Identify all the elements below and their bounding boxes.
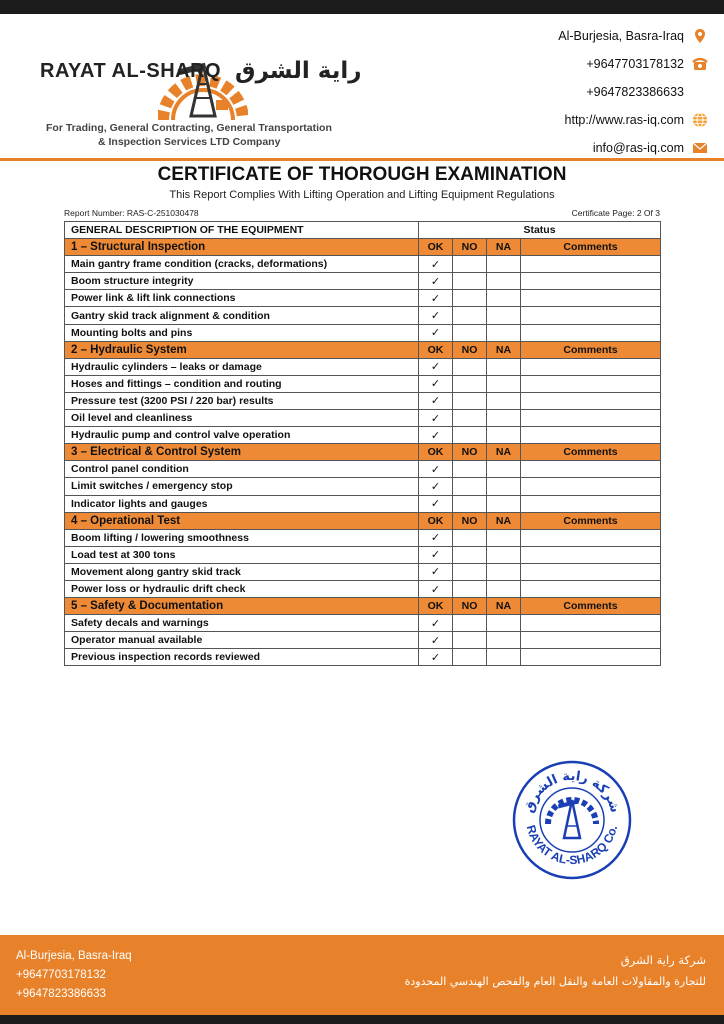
column-comments-header: Comments bbox=[521, 512, 661, 529]
no-cell bbox=[453, 546, 487, 563]
na-cell bbox=[487, 632, 521, 649]
header-status: Status bbox=[419, 222, 661, 239]
table-row bbox=[65, 649, 661, 666]
certificate-subtitle: This Report Complies With Lifting Operation and Lifting Equipment Regulations bbox=[169, 189, 555, 201]
na-cell bbox=[487, 427, 521, 444]
comment-cell bbox=[521, 256, 661, 273]
table-row bbox=[65, 392, 661, 409]
footer-address: Al-Burjesia, Basra-Iraq bbox=[16, 950, 132, 962]
column-na-header: NA bbox=[487, 341, 521, 358]
footer-company-desc-ar: للتجارة والمقاولات العامة والنقل العام والفحص الهندسي المحدودة bbox=[404, 975, 706, 988]
na-cell bbox=[487, 273, 521, 290]
ok-check-cell: ✓ bbox=[419, 478, 453, 495]
table-row bbox=[65, 273, 661, 290]
ok-check-cell: ✓ bbox=[419, 427, 453, 444]
na-cell bbox=[487, 563, 521, 580]
contact-phone-2: +9647823386633 bbox=[586, 85, 684, 99]
ok-check-cell: ✓ bbox=[419, 256, 453, 273]
column-ok-header: OK bbox=[419, 341, 453, 358]
section-title: 2 – Hydraulic System bbox=[65, 341, 419, 358]
no-cell bbox=[453, 290, 487, 307]
footer-company-name-ar: شركة راية الشرق bbox=[620, 953, 706, 967]
na-cell bbox=[487, 375, 521, 392]
table-row bbox=[65, 632, 661, 649]
column-no-header: NO bbox=[453, 512, 487, 529]
column-comments-header: Comments bbox=[521, 341, 661, 358]
contact-phone-1: +9647703178132 bbox=[488, 50, 708, 78]
ok-check-cell: ✓ bbox=[419, 324, 453, 341]
comment-cell bbox=[521, 358, 661, 375]
comment-cell bbox=[521, 615, 661, 632]
stamp-derrick-icon bbox=[548, 800, 596, 838]
comment-cell bbox=[521, 410, 661, 427]
comment-cell bbox=[521, 546, 661, 563]
item-label: Boom structure integrity bbox=[65, 273, 419, 290]
na-cell bbox=[487, 324, 521, 341]
contact-email[interactable]: info@ras-iq.com bbox=[488, 134, 708, 162]
column-no-header: NO bbox=[453, 239, 487, 256]
na-cell bbox=[487, 495, 521, 512]
no-cell bbox=[453, 358, 487, 375]
item-label: Hoses and fittings – condition and routing bbox=[65, 375, 419, 392]
comment-cell bbox=[521, 649, 661, 666]
footer-phone-2: +9647823386633 bbox=[16, 988, 106, 1000]
ok-check-cell: ✓ bbox=[419, 580, 453, 597]
ok-check-cell: ✓ bbox=[419, 529, 453, 546]
header-description: GENERAL DESCRIPTION OF THE EQUIPMENT bbox=[65, 222, 419, 239]
no-cell bbox=[453, 632, 487, 649]
no-cell bbox=[453, 427, 487, 444]
na-cell bbox=[487, 392, 521, 409]
section-header-row bbox=[65, 239, 661, 256]
table-row bbox=[65, 290, 661, 307]
company-name-ar: راية الشرق bbox=[235, 58, 362, 84]
no-cell bbox=[453, 375, 487, 392]
comment-cell bbox=[521, 324, 661, 341]
table-row bbox=[65, 461, 661, 478]
ok-check-cell: ✓ bbox=[419, 649, 453, 666]
column-na-header: NA bbox=[487, 512, 521, 529]
bottom-bar bbox=[0, 1015, 724, 1024]
oil-derrick-gear-logo-icon bbox=[158, 42, 248, 126]
column-na-header: NA bbox=[487, 444, 521, 461]
na-cell bbox=[487, 546, 521, 563]
ok-check-cell: ✓ bbox=[419, 307, 453, 324]
contact-block bbox=[488, 22, 708, 162]
ok-check-cell: ✓ bbox=[419, 358, 453, 375]
comment-cell bbox=[521, 392, 661, 409]
ok-check-cell: ✓ bbox=[419, 495, 453, 512]
comment-cell bbox=[521, 290, 661, 307]
na-cell bbox=[487, 256, 521, 273]
no-cell bbox=[453, 615, 487, 632]
na-cell bbox=[487, 615, 521, 632]
item-label: Operator manual available bbox=[65, 632, 419, 649]
no-cell bbox=[453, 495, 487, 512]
column-ok-header: OK bbox=[419, 444, 453, 461]
ok-check-cell: ✓ bbox=[419, 461, 453, 478]
comment-cell bbox=[521, 427, 661, 444]
table-row bbox=[65, 324, 661, 341]
stamp-bottom-text: RAYAT AL-SHARQ Co. bbox=[523, 823, 621, 868]
globe-icon bbox=[692, 112, 708, 128]
table-row bbox=[65, 358, 661, 375]
phone-icon bbox=[692, 56, 708, 72]
ok-check-cell: ✓ bbox=[419, 615, 453, 632]
section-header-row bbox=[65, 444, 661, 461]
no-cell bbox=[453, 580, 487, 597]
svg-text:شركة راية الشرق bbox=[522, 769, 623, 815]
column-no-header: NO bbox=[453, 444, 487, 461]
item-label: Gantry skid track alignment & condition bbox=[65, 307, 419, 324]
table-row bbox=[65, 256, 661, 273]
table-row bbox=[65, 427, 661, 444]
item-label: Safety decals and warnings bbox=[65, 615, 419, 632]
item-label: Hydraulic cylinders – leaks or damage bbox=[65, 358, 419, 375]
item-label: Boom lifting / lowering smoothness bbox=[65, 529, 419, 546]
comment-cell bbox=[521, 307, 661, 324]
company-stamp bbox=[510, 758, 634, 882]
section-header-row bbox=[65, 341, 661, 358]
na-cell bbox=[487, 529, 521, 546]
header-divider bbox=[0, 158, 724, 161]
comment-cell bbox=[521, 375, 661, 392]
stamp-top-text: شركة راية الشرق bbox=[521, 768, 623, 815]
column-no-header: NO bbox=[453, 598, 487, 615]
comment-cell bbox=[521, 529, 661, 546]
na-cell bbox=[487, 410, 521, 427]
ok-check-cell: ✓ bbox=[419, 546, 453, 563]
na-cell bbox=[487, 290, 521, 307]
column-comments-header: Comments bbox=[521, 598, 661, 615]
svg-text:RAYAT AL-SHARQ Co. bbox=[524, 823, 620, 867]
column-comments-header: Comments bbox=[521, 444, 661, 461]
item-label: Previous inspection records reviewed bbox=[65, 649, 419, 666]
na-cell bbox=[487, 478, 521, 495]
ok-check-cell: ✓ bbox=[419, 563, 453, 580]
no-cell bbox=[453, 324, 487, 341]
item-label: Hydraulic pump and control valve operation bbox=[65, 427, 419, 444]
no-cell bbox=[453, 410, 487, 427]
company-name-en: RAYAT AL-SHARQ bbox=[40, 60, 222, 82]
column-na-header: NA bbox=[487, 598, 521, 615]
footer-phone-1: +9647703178132 bbox=[16, 969, 106, 981]
item-label: Control panel condition bbox=[65, 461, 419, 478]
item-label: Movement along gantry skid track bbox=[65, 563, 419, 580]
comment-cell bbox=[521, 632, 661, 649]
table-header-row bbox=[65, 222, 661, 239]
certificate-page: Certificate Page: 2 Of 3 bbox=[571, 208, 660, 218]
footer-contact bbox=[16, 947, 132, 1004]
no-cell bbox=[453, 307, 487, 324]
comment-cell bbox=[521, 273, 661, 290]
ok-check-cell: ✓ bbox=[419, 375, 453, 392]
item-label: Limit switches / emergency stop bbox=[65, 478, 419, 495]
na-cell bbox=[487, 307, 521, 324]
item-label: Oil level and cleanliness bbox=[65, 410, 419, 427]
table-row bbox=[65, 375, 661, 392]
comment-cell bbox=[521, 478, 661, 495]
inspection-table bbox=[64, 221, 661, 666]
footer bbox=[0, 935, 724, 1015]
comment-cell bbox=[521, 495, 661, 512]
item-label: Pressure test (3200 PSI / 220 bar) results bbox=[65, 392, 419, 409]
item-label: Power link & lift link connections bbox=[65, 290, 419, 307]
comment-cell bbox=[521, 580, 661, 597]
no-cell bbox=[453, 392, 487, 409]
table-row bbox=[65, 478, 661, 495]
table-row bbox=[65, 495, 661, 512]
ok-check-cell: ✓ bbox=[419, 410, 453, 427]
table-row bbox=[65, 563, 661, 580]
ok-check-cell: ✓ bbox=[419, 290, 453, 307]
comment-cell bbox=[521, 461, 661, 478]
ok-check-cell: ✓ bbox=[419, 632, 453, 649]
column-ok-header: OK bbox=[419, 512, 453, 529]
section-title: 1 – Structural Inspection bbox=[65, 239, 419, 256]
contact-website[interactable]: http://www.ras-iq.com bbox=[488, 106, 708, 134]
na-cell bbox=[487, 580, 521, 597]
company-tagline-line1: For Trading, General Contracting, General Transportation bbox=[46, 122, 332, 134]
column-na-header: NA bbox=[487, 239, 521, 256]
item-label: Main gantry frame condition (cracks, deformations) bbox=[65, 256, 419, 273]
column-ok-header: OK bbox=[419, 239, 453, 256]
section-header-row bbox=[65, 598, 661, 615]
contact-address: Al-Burjesia, Basra-Iraq bbox=[488, 22, 708, 50]
na-cell bbox=[487, 649, 521, 666]
table-row bbox=[65, 410, 661, 427]
column-no-header: NO bbox=[453, 341, 487, 358]
comment-cell bbox=[521, 563, 661, 580]
no-cell bbox=[453, 478, 487, 495]
table-row bbox=[65, 580, 661, 597]
no-cell bbox=[453, 563, 487, 580]
top-bar bbox=[0, 0, 724, 14]
no-cell bbox=[453, 256, 487, 273]
company-logo bbox=[40, 24, 370, 154]
certificate-title: CERTIFICATE OF THOROUGH EXAMINATION bbox=[157, 164, 567, 185]
ok-check-cell: ✓ bbox=[419, 392, 453, 409]
section-title: 3 – Electrical & Control System bbox=[65, 444, 419, 461]
section-title: 5 – Safety & Documentation bbox=[65, 598, 419, 615]
table-row bbox=[65, 529, 661, 546]
no-cell bbox=[453, 461, 487, 478]
report-number: Report Number: RAS-C-251030478 bbox=[64, 208, 199, 218]
item-label: Mounting bolts and pins bbox=[65, 324, 419, 341]
na-cell bbox=[487, 358, 521, 375]
section-title: 4 – Operational Test bbox=[65, 512, 419, 529]
column-ok-header: OK bbox=[419, 598, 453, 615]
no-cell bbox=[453, 273, 487, 290]
item-label: Power loss or hydraulic drift check bbox=[65, 580, 419, 597]
na-cell bbox=[487, 461, 521, 478]
envelope-icon bbox=[692, 140, 708, 156]
column-comments-header: Comments bbox=[521, 239, 661, 256]
footer-company-ar bbox=[405, 953, 706, 988]
item-label: Indicator lights and gauges bbox=[65, 495, 419, 512]
item-label: Load test at 300 tons bbox=[65, 546, 419, 563]
section-header-row bbox=[65, 512, 661, 529]
company-tagline-line2: & Inspection Services LTD Company bbox=[98, 136, 281, 148]
table-row bbox=[65, 615, 661, 632]
ok-check-cell: ✓ bbox=[419, 273, 453, 290]
table-row bbox=[65, 307, 661, 324]
no-cell bbox=[453, 649, 487, 666]
no-cell bbox=[453, 529, 487, 546]
location-pin-icon bbox=[692, 28, 708, 44]
table-row bbox=[65, 546, 661, 563]
